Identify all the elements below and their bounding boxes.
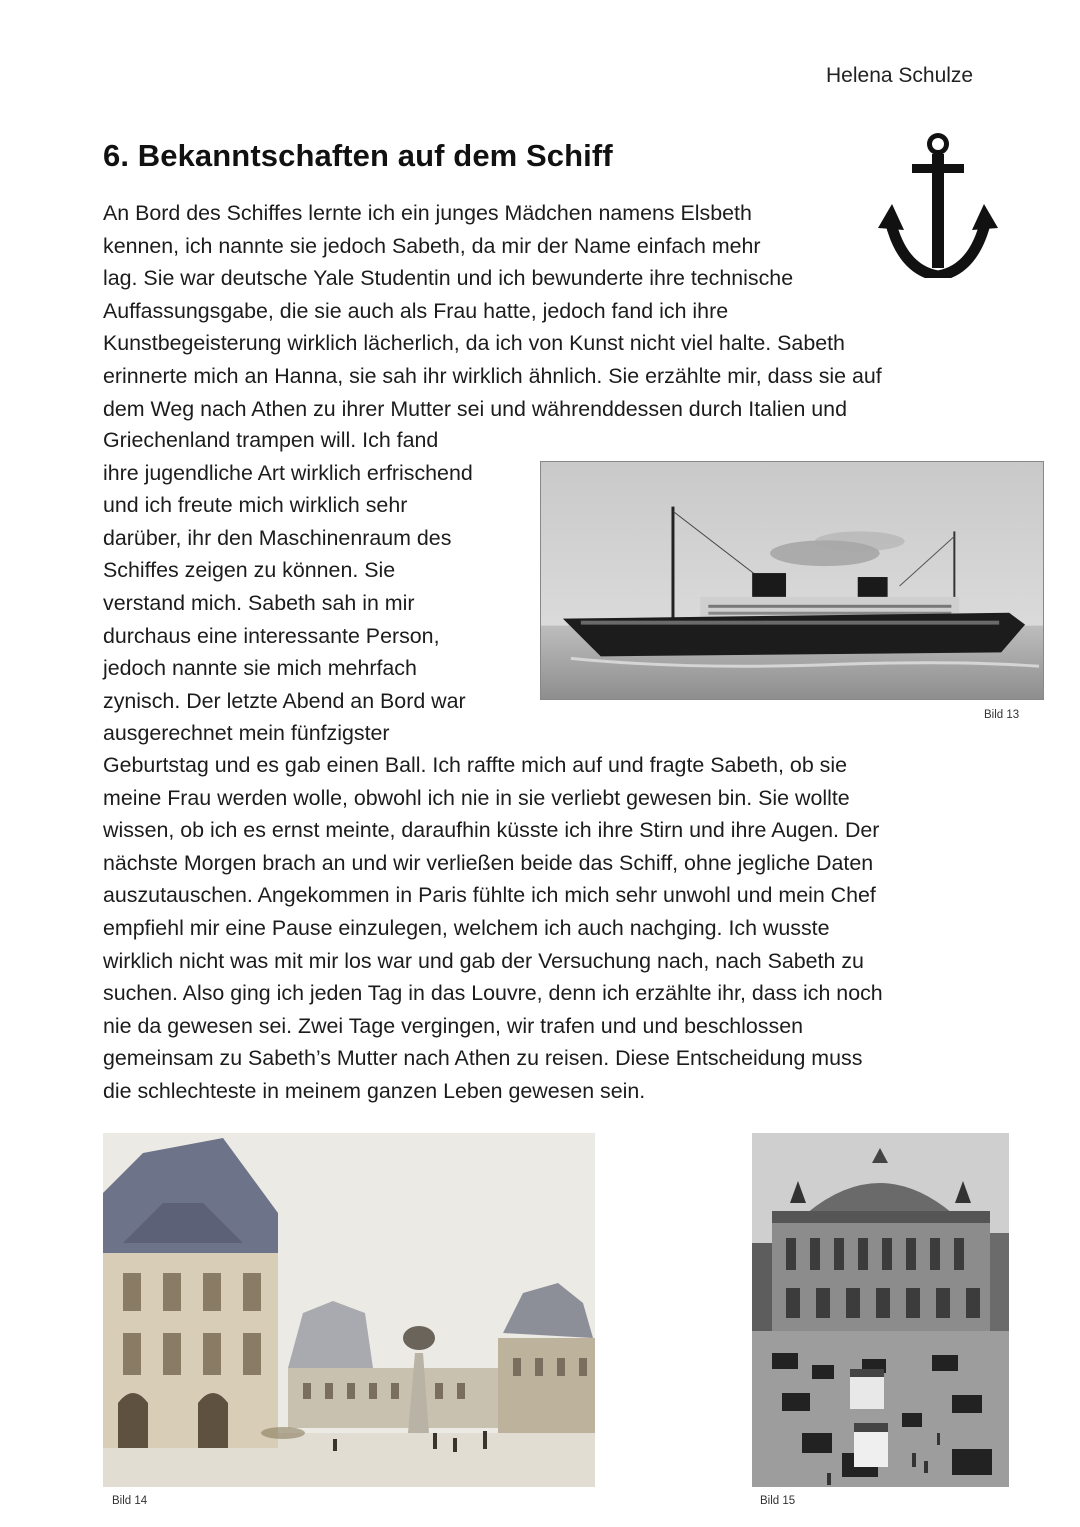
anchor-icon [876, 130, 1000, 278]
text-line: An Bord des Schiffes lernte ich ein junges Mädchen namens Elsbeth [103, 201, 752, 225]
text-line: suchen. Also ging ich jeden Tag in das Louvre, denn ich erzählte ihr, dass ich noch [103, 981, 883, 1006]
text-line: empfiehl mir eine Pause einzulegen, welchem ich auch nachging. Ich wusste [103, 915, 830, 940]
louvre-painting [103, 1133, 595, 1487]
opera-photo [752, 1133, 1009, 1487]
text-line: meine Frau werden wolle, obwohl ich nie in sie verliebt gewesen bin. Sie wollte [103, 785, 850, 810]
text-line: verstand mich. Sabeth sah in mir [103, 590, 415, 615]
figure-caption-15: Bild 15 [760, 1495, 796, 1507]
text-line: nie da gewesen sei. Zwei Tage vergingen, wir trafen und und beschlossen [103, 1013, 803, 1038]
paragraph-left-column [103, 424, 473, 750]
text-line: gemeinsam zu Sabeth’s Mutter nach Athen zu reisen. Diese Entscheidung muss [103, 1046, 863, 1071]
text-line: und ich freute mich wirklich sehr [103, 493, 408, 518]
text-line: auszutauschen. Angekommen in Paris fühlte ich mich sehr unwohl und mein Chef [103, 883, 876, 908]
paragraph-intro [103, 197, 882, 425]
text-line: ausgerechnet mein fünfzigster [103, 721, 390, 746]
section-title: 6. Bekanntschaften auf dem Schiff [103, 138, 613, 173]
text-line: Schiffes zeigen zu können. Sie [103, 558, 396, 583]
text-line: durchaus eine interessante Person, [103, 623, 440, 648]
text-line: die schlechteste in meinem ganzen Leben gewesen sein. [103, 1078, 646, 1103]
text-line: wissen, ob ich es ernst meinte, daraufhin küsste ich ihre Stirn und ihre Augen. Der [103, 818, 880, 843]
text-line: nächste Morgen brach an und wir verließen beide das Schiff, ohne jegliche Daten [103, 850, 874, 875]
figure-caption-13: Bild 13 [984, 709, 1020, 721]
text-line: Griechenland trampen will. Ich fand [103, 428, 439, 452]
author-name: Helena Schulze [826, 64, 974, 87]
text-line: darüber, ihr den Maschinenraum des [103, 525, 452, 550]
text-line: ihre jugendliche Art wirklich erfrischend [103, 460, 473, 485]
text-line: jedoch nannte sie mich mehrfach [103, 656, 417, 681]
text-line: Kunstbegeisterung wirklich lächerlich, da ich von Kunst nicht viel halte. Sabeth [103, 331, 845, 356]
paragraph-continued [103, 749, 883, 1108]
figure-caption-14: Bild 14 [112, 1495, 148, 1507]
text-line: Auffassungsgabe, die sie auch als Frau hatte, jedoch fand ich ihre [103, 298, 729, 323]
text-line: lag. Sie war deutsche Yale Studentin und ich bewunderte ihre technische [103, 266, 794, 291]
text-line: kennen, ich nannte sie jedoch Sabeth, da mir der Name einfach mehr [103, 233, 761, 258]
ship-photo [540, 461, 1044, 700]
text-line: Geburtstag und es gab einen Ball. Ich raffte mich auf und fragte Sabeth, ob sie [103, 753, 848, 777]
text-line: dem Weg nach Athen zu ihrer Mutter sei und währenddessen durch Italien und [103, 396, 847, 421]
text-line: erinnerte mich an Hanna, sie sah ihr wirklich ähnlich. Sie erzählte mir, dass sie auf [103, 363, 882, 388]
text-line: zynisch. Der letzte Abend an Bord war [103, 688, 466, 713]
text-line: wirklich nicht was mit mir los war und gab der Versuchung nach, nach Sabeth zu [103, 948, 864, 973]
